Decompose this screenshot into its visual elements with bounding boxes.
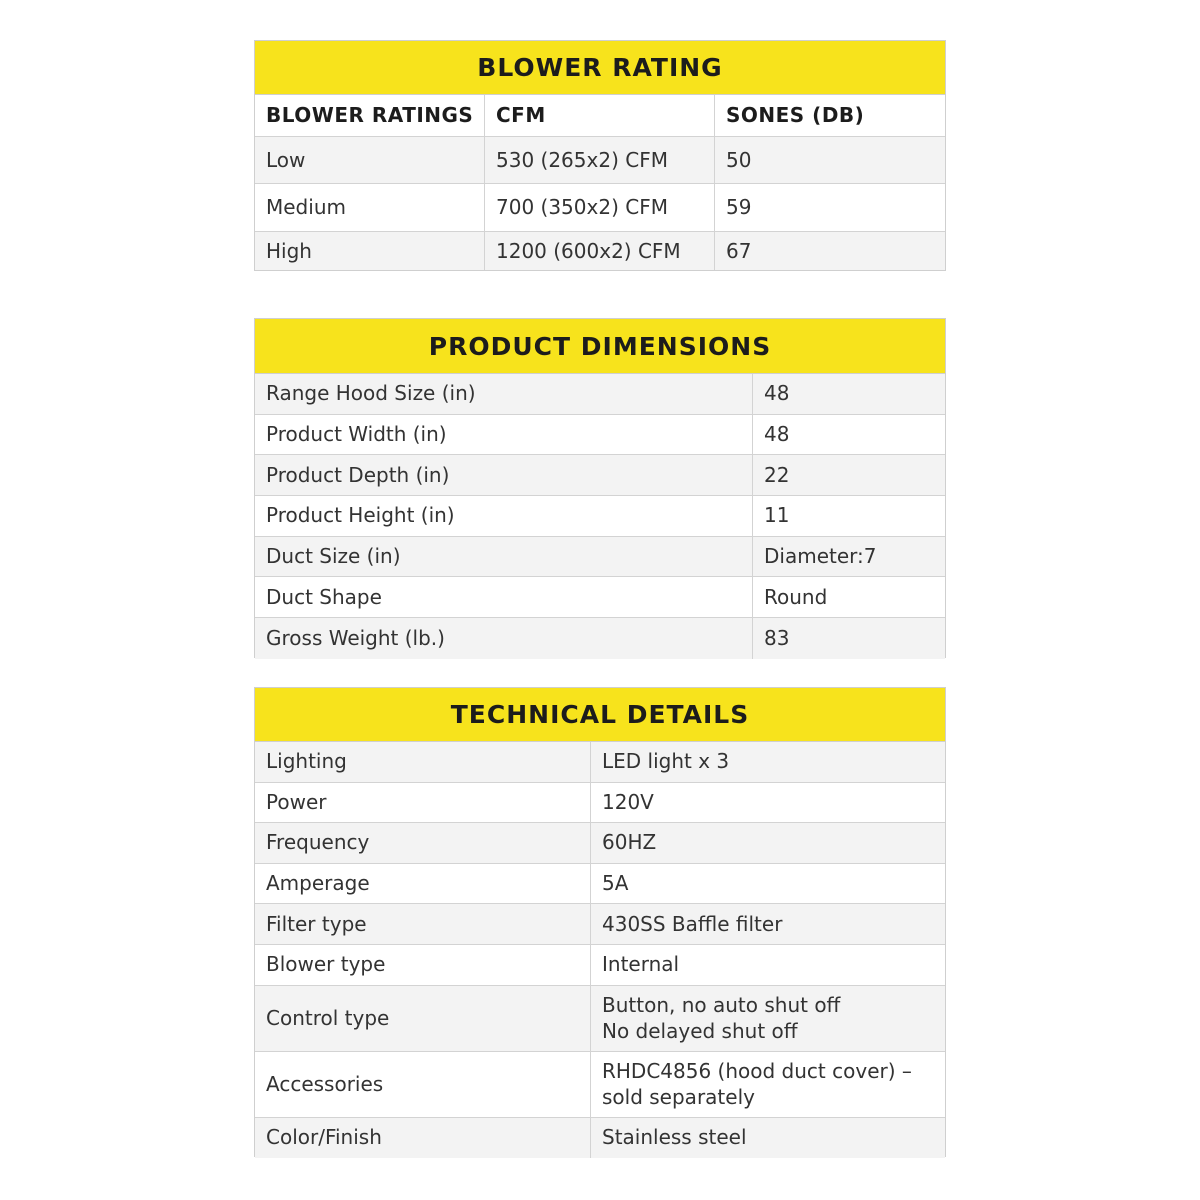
product-dimensions-title: PRODUCT DIMENSIONS — [255, 319, 945, 374]
table-row — [255, 1052, 945, 1118]
table-cell: 48 — [764, 422, 790, 447]
table-cell: 1200 (600x2) CFM — [485, 232, 715, 270]
table-cell: Round — [764, 584, 828, 609]
table-cell: Lighting — [255, 742, 591, 782]
table-cell: RHDC4856 (hood duct cover) – sold separately — [602, 1059, 912, 1110]
table-cell: Button, no auto shut off No delayed shut off — [602, 993, 841, 1044]
table-row — [255, 232, 945, 270]
table-cell: Amperage — [255, 864, 591, 904]
table-cell: 430SS Baffle filter — [602, 911, 783, 936]
header-cell: SONES (DB) — [726, 103, 865, 127]
table-cell: Color/Finish — [255, 1118, 591, 1158]
table-row — [255, 415, 945, 456]
table-row — [255, 577, 945, 618]
technical-details-title: TECHNICAL DETAILS — [255, 688, 945, 742]
table-cell: 48 — [764, 381, 790, 406]
table-row — [255, 945, 945, 986]
table-cell: Stainless steel — [602, 1125, 747, 1150]
table-cell: 50 — [726, 147, 752, 172]
table-cell: Gross Weight (lb.) — [255, 618, 753, 659]
table-row — [255, 184, 945, 232]
table-cell: 11 — [764, 503, 790, 528]
table-cell: 67 — [726, 238, 752, 263]
table-row — [255, 823, 945, 864]
table-cell: Diameter:7 — [764, 544, 877, 569]
table-cell: Blower type — [255, 945, 591, 985]
table-cell: 60HZ — [602, 830, 657, 855]
table-cell: 59 — [726, 195, 752, 219]
table-cell: 22 — [764, 462, 790, 487]
table-row — [255, 864, 945, 905]
header-cell: CFM — [485, 95, 715, 136]
table-row — [255, 1118, 945, 1158]
table-row — [255, 904, 945, 945]
table-cell: Range Hood Size (in) — [255, 374, 753, 414]
table-cell: Internal — [602, 952, 680, 977]
technical-details-table — [254, 687, 946, 1157]
table-row — [255, 496, 945, 537]
table-cell: Control type — [255, 986, 591, 1051]
blower-rating-table — [254, 40, 946, 271]
table-cell: Accessories — [255, 1052, 591, 1117]
table-cell: Power — [255, 783, 591, 823]
table-cell: Product Height (in) — [255, 496, 753, 536]
table-cell: 5A — [602, 871, 629, 896]
table-cell: Medium — [255, 184, 485, 231]
table-cell: Duct Shape — [255, 577, 753, 617]
table-cell: Frequency — [255, 823, 591, 863]
table-header-row — [255, 95, 945, 137]
table-row — [255, 455, 945, 496]
table-row — [255, 986, 945, 1052]
header-cell: BLOWER RATINGS — [255, 95, 485, 136]
table-row — [255, 537, 945, 578]
table-cell: Product Depth (in) — [255, 455, 753, 495]
table-cell: 120V — [602, 789, 654, 814]
table-row — [255, 374, 945, 415]
table-cell: High — [255, 232, 485, 270]
table-row — [255, 742, 945, 783]
blower-rating-title: BLOWER RATING — [255, 41, 945, 95]
table-cell: Product Width (in) — [255, 415, 753, 455]
table-cell: 530 (265x2) CFM — [485, 137, 715, 183]
table-cell: 83 — [764, 625, 790, 650]
table-cell: Low — [255, 137, 485, 183]
product-dimensions-table — [254, 318, 946, 658]
table-row — [255, 618, 945, 659]
table-row — [255, 783, 945, 824]
table-cell: 700 (350x2) CFM — [485, 184, 715, 231]
table-cell: LED light x 3 — [602, 749, 730, 774]
table-cell: Filter type — [255, 904, 591, 944]
table-row — [255, 137, 945, 184]
table-cell: Duct Size (in) — [255, 537, 753, 577]
